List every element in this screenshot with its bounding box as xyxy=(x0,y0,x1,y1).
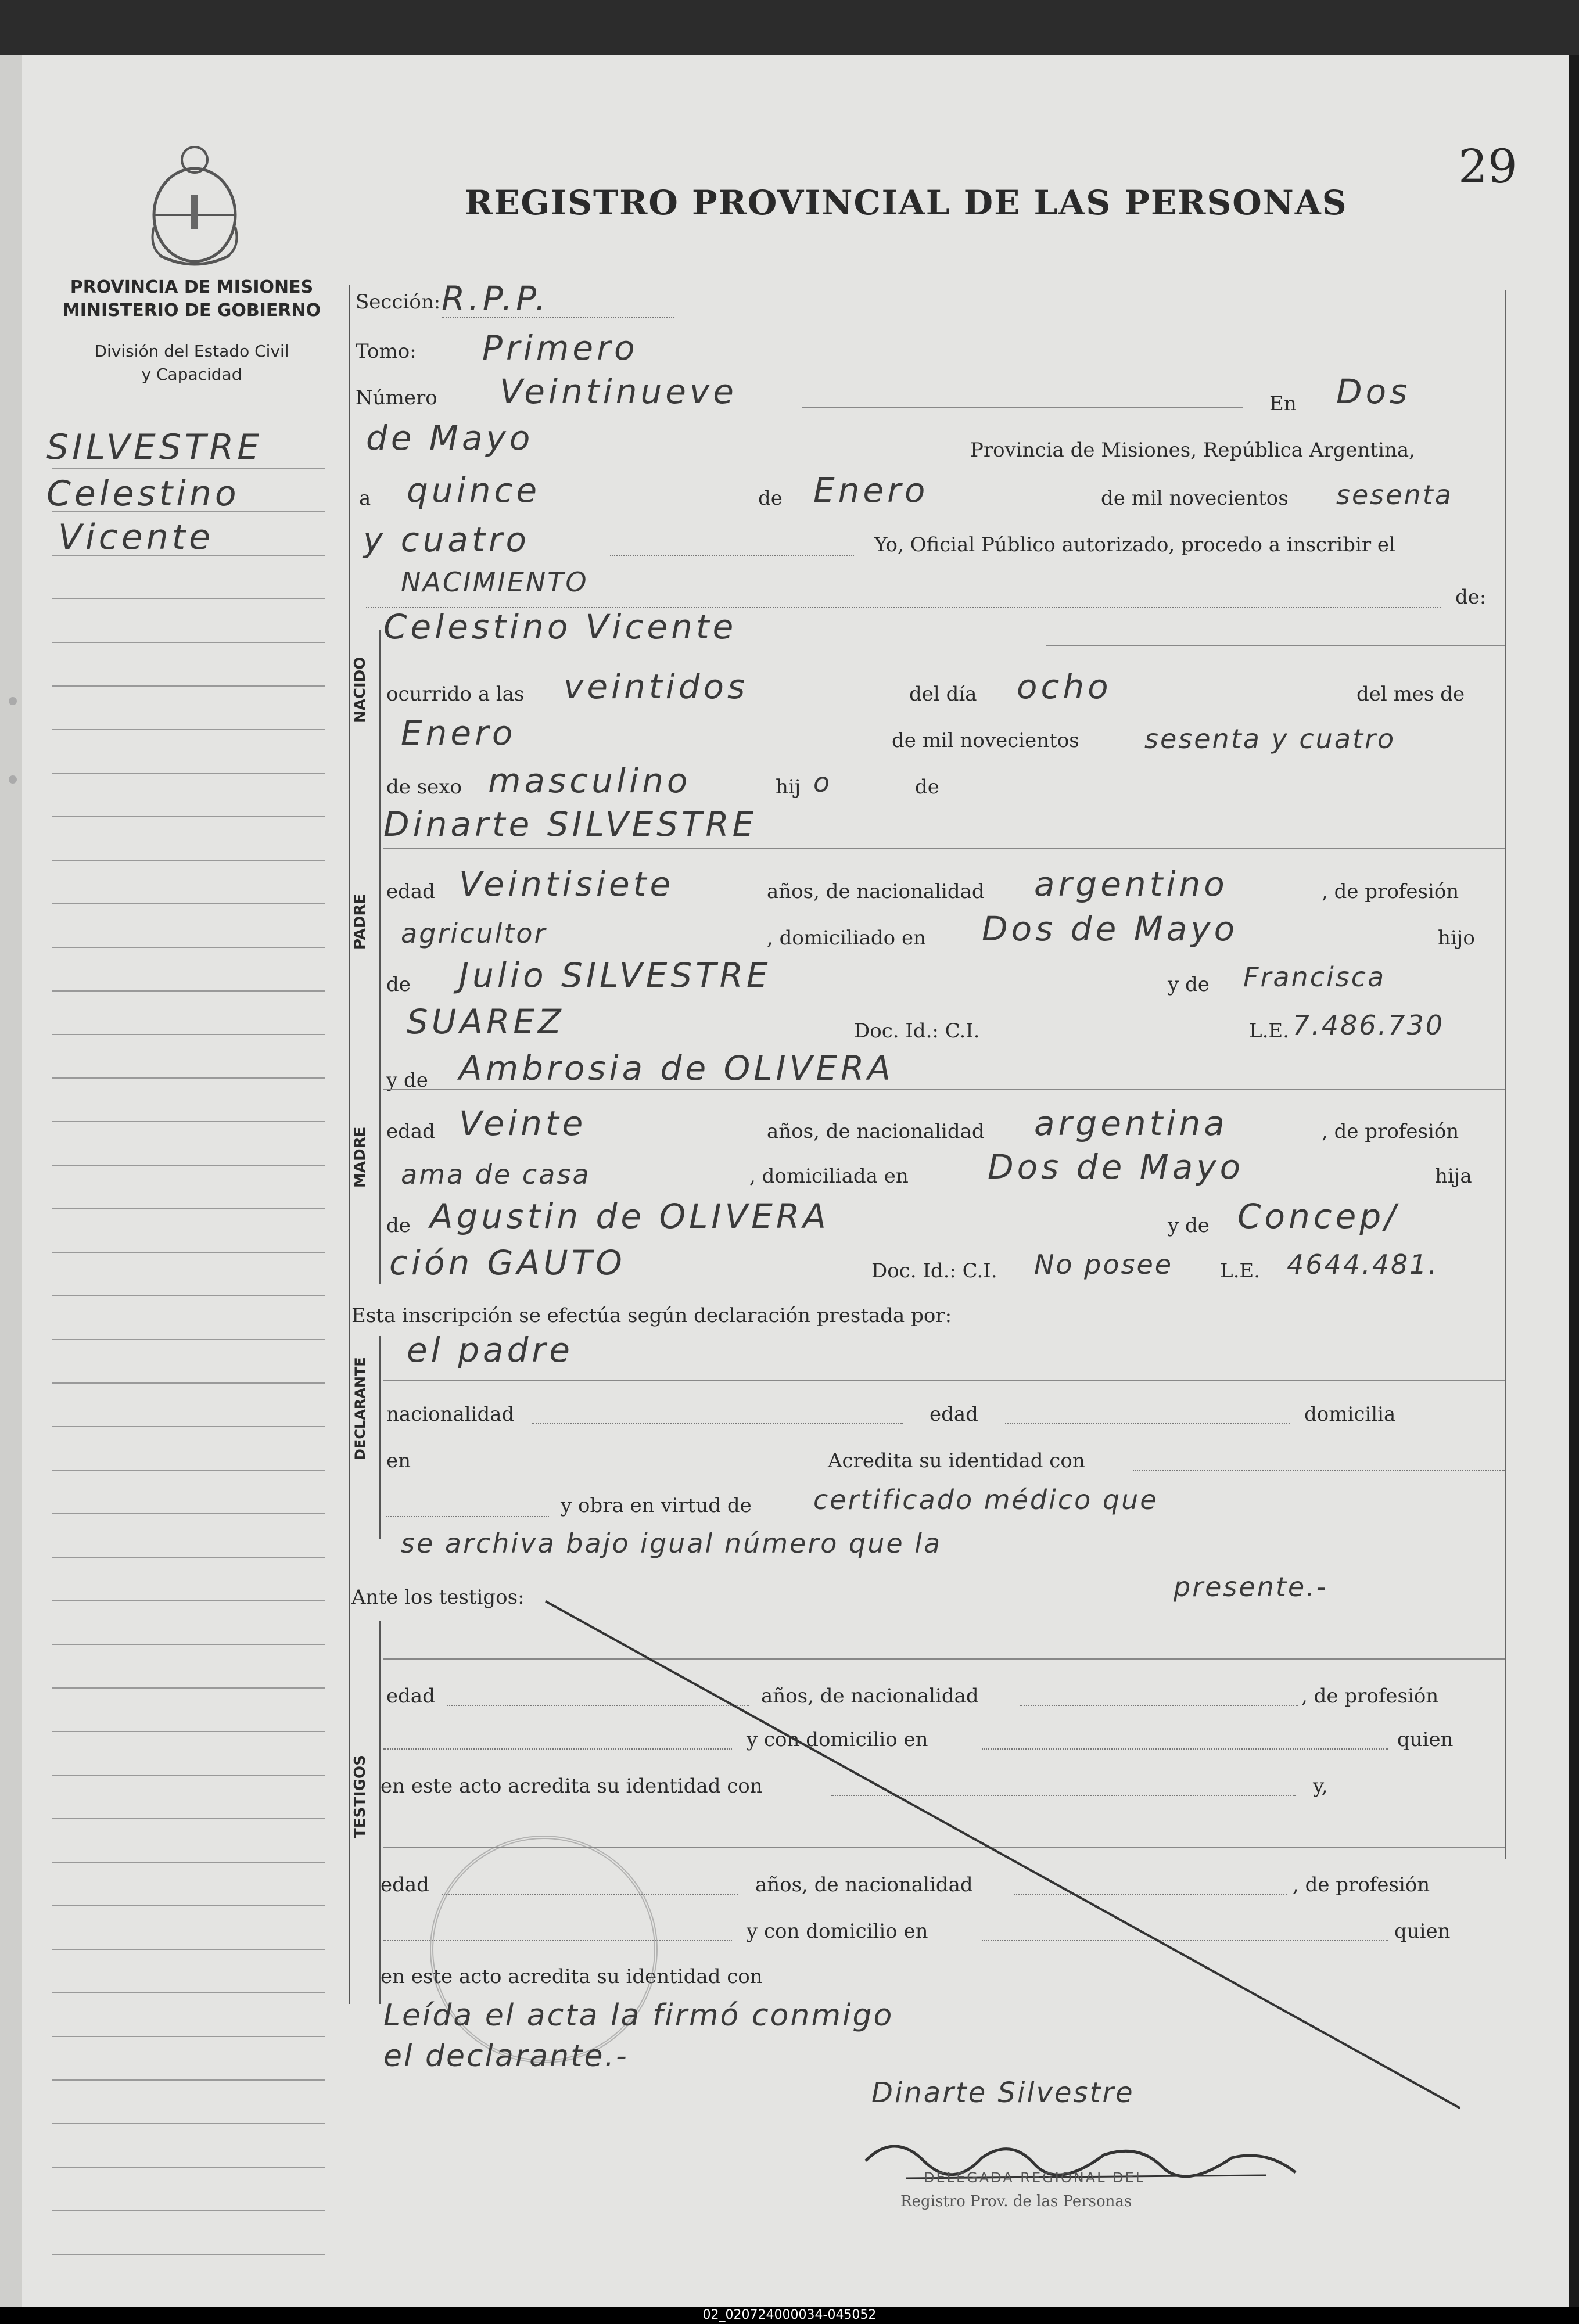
page-binding-edge xyxy=(0,55,22,2309)
birth-year: sesenta y cuatro xyxy=(1144,723,1396,755)
mother-y-de-label: y de xyxy=(386,1069,428,1092)
mother-age: Veinte xyxy=(459,1104,587,1143)
father-nacionalidad-label: años, de nacionalidad xyxy=(767,880,985,903)
margin-note-second-name: Vicente xyxy=(58,517,214,558)
del-dia-label: del día xyxy=(909,683,977,706)
closing-line-2: el declarante.- xyxy=(383,2039,629,2074)
father-profesion-label: , de profesión xyxy=(1322,880,1459,903)
paternal-grandmother-surname: SUAREZ xyxy=(407,1002,565,1041)
father-name-line xyxy=(383,848,1505,849)
padre-section-label xyxy=(351,926,369,950)
declarante-en-label: en xyxy=(386,1449,411,1472)
binding-hole xyxy=(9,775,17,784)
birth-month: Enero xyxy=(401,713,516,753)
sexo-label: de sexo xyxy=(386,775,462,799)
testigo-1-profesion-label: , de profesión xyxy=(1301,1684,1439,1708)
mother-doc-value: No posee xyxy=(1034,1249,1174,1280)
tomo-label: Tomo: xyxy=(356,340,417,363)
father-hijo-label: hijo xyxy=(1438,926,1475,950)
ministry-name: MINISTERIO DE GOBIERNO xyxy=(62,300,321,321)
nacido-section-bar xyxy=(379,630,381,822)
father-doc-label: Doc. Id.: C.I. xyxy=(854,1019,980,1043)
declarante-who: el padre xyxy=(407,1330,573,1370)
testigos-intro: Ante los testigos: xyxy=(351,1586,525,1609)
declarante-obra-value: certificado médico que xyxy=(813,1484,1158,1515)
a-label: a xyxy=(359,487,371,510)
act-type-value: NACIMIENTO xyxy=(401,566,588,598)
scan-top-edge xyxy=(0,0,1579,55)
hijo-suffix: o xyxy=(813,767,832,798)
declarante-intro: Esta inscripción se efectúa según declaración prestada por: xyxy=(351,1304,952,1327)
maternal-grandmother: Concep/ xyxy=(1237,1197,1399,1236)
mother-domicile: Dos de Mayo xyxy=(988,1147,1244,1187)
form-right-border xyxy=(1505,290,1506,1859)
maternal-grandfather: Agustin de OLIVERA xyxy=(430,1197,830,1236)
mother-le-number: 4644.481. xyxy=(1287,1249,1439,1280)
image-id-footer: 02_020724000034-045052 xyxy=(0,2307,1579,2324)
declarante-who-line xyxy=(383,1380,1505,1381)
father-y-de-label: y de xyxy=(1168,973,1210,996)
year-cont-line xyxy=(610,555,854,556)
numero-value: Veintinueve xyxy=(500,372,737,411)
registration-day: quince xyxy=(407,470,541,510)
testigo-1-edad-label: edad xyxy=(386,1684,435,1708)
father-nationality: argentino xyxy=(1034,864,1228,904)
mother-hija-label: hija xyxy=(1435,1165,1472,1188)
paternal-grandmother: Francisca xyxy=(1243,961,1386,993)
seccion-line xyxy=(442,317,674,318)
declarante-nacionalidad-line xyxy=(532,1423,903,1424)
declarante-section-bar xyxy=(379,1336,381,1539)
declarante-obra-continuation-2: presente.- xyxy=(1174,1571,1328,1603)
en-value: Dos xyxy=(1336,372,1411,411)
binding-hole xyxy=(9,697,17,705)
de-label: de xyxy=(758,487,783,510)
testigo-1-name-line xyxy=(383,1658,1505,1660)
declarante-edad-line xyxy=(1005,1423,1290,1424)
registration-month: Enero xyxy=(813,470,929,510)
father-le-number: 7.486.730 xyxy=(1293,1010,1445,1041)
declarante-section-label xyxy=(352,1437,368,1460)
mother-name-line xyxy=(383,1089,1505,1090)
madre-section-label xyxy=(351,1165,369,1188)
testigo-2-nacionalidad-line xyxy=(1014,1894,1287,1895)
testigo-1-pre-domicilio-line xyxy=(383,1748,732,1750)
mother-name: Ambrosia de OLIVERA xyxy=(459,1048,894,1088)
province-name: PROVINCIA DE MISIONES xyxy=(70,277,314,297)
testigo-2-edad-label: edad xyxy=(381,1873,429,1896)
mother-nacionalidad-label: años, de nacionalidad xyxy=(767,1120,985,1143)
father-edad-label: edad xyxy=(386,880,435,903)
en-label: En xyxy=(1269,392,1297,415)
mother-doc-label: Doc. Id.: C.I. xyxy=(871,1259,997,1283)
birth-hour: veintidos xyxy=(564,667,749,706)
year-label: de mil novecientos xyxy=(1101,487,1289,510)
father-age: Veintisiete xyxy=(459,864,674,904)
closing-line-1: Leída el acta la firmó conmigo xyxy=(383,1998,894,2033)
birth-year-label: de mil novecientos xyxy=(892,729,1079,752)
parents-de-label: de xyxy=(915,775,939,799)
page-title: REGISTRO PROVINCIAL DE LAS PERSONAS xyxy=(465,183,1348,222)
maternal-grandmother-surname: ción GAUTO xyxy=(389,1243,626,1283)
stamp-line-2: Registro Prov. de las Personas xyxy=(900,2193,1132,2210)
division-name xyxy=(41,340,343,386)
testigos-section-label xyxy=(351,1815,369,1838)
child-name-line xyxy=(1046,645,1505,646)
testigo-1-nacionalidad-line xyxy=(1020,1705,1298,1706)
declarante-domicilia-label: domicilia xyxy=(1304,1403,1396,1426)
father-domiciliado-label: , domiciliado en xyxy=(767,926,926,950)
provincia-text: Provincia de Misiones, República Argentina, xyxy=(970,439,1415,462)
mother-de-label: de xyxy=(386,1214,411,1237)
mother-le-label: L.E. xyxy=(1220,1259,1261,1283)
tomo-value: Primero xyxy=(482,328,638,368)
page-number: 29 xyxy=(1458,139,1517,193)
margin-note-surname: SILVESTRE xyxy=(46,427,263,468)
sexo-value: masculino xyxy=(488,761,691,800)
mother-domiciliada-label: , domiciliada en xyxy=(749,1165,909,1188)
testigo-1-domicilio-line xyxy=(982,1748,1388,1750)
testigo-1-domicilio-label: y con domicilio en xyxy=(747,1728,928,1751)
declarante-acredita-line xyxy=(1133,1470,1505,1471)
ocurrido-label: ocurrido a las xyxy=(386,683,525,706)
testigo-2-nacionalidad-label: años, de nacionalidad xyxy=(755,1873,973,1896)
mother-y-de-label: y de xyxy=(1168,1214,1210,1237)
stamp-line-1: DELEGADA REGIONAL DEL xyxy=(924,2169,1146,2186)
paternal-grandfather: Julio SILVESTRE xyxy=(459,956,771,995)
declarante-obra-continuation: se archiva bajo igual número que la xyxy=(401,1528,942,1559)
seccion-value: R.P.P. xyxy=(442,279,550,318)
child-name: Celestino Vicente xyxy=(383,607,737,646)
mother-nationality: argentina xyxy=(1034,1104,1228,1143)
numero-line xyxy=(802,407,1243,408)
issuing-authority xyxy=(41,276,343,322)
father-name: Dinarte SILVESTRE xyxy=(383,804,758,844)
padre-section-bar xyxy=(379,816,381,1072)
argentina-coat-of-arms-icon xyxy=(142,139,247,267)
madre-section-bar xyxy=(379,1063,381,1284)
del-mes-label: del mes de xyxy=(1356,683,1465,706)
testigos-section-bar xyxy=(379,1621,381,2004)
father-de-label: de xyxy=(386,973,411,996)
declarante-obra-pre-line xyxy=(386,1516,549,1517)
testigo-2-quien-label: quien xyxy=(1394,1920,1451,1943)
mother-profession: ama de casa xyxy=(401,1159,591,1190)
numero-label: Número xyxy=(356,386,437,410)
mother-profesion-label: , de profesión xyxy=(1322,1120,1459,1143)
testigo-2-domicilio-label: y con domicilio en xyxy=(747,1920,928,1943)
father-profession: agricultor xyxy=(401,918,547,949)
testigo-1-y-label: y, xyxy=(1313,1775,1328,1798)
declarante-edad-label: edad xyxy=(930,1403,978,1426)
declarant-signature: Dinarte Silvestre xyxy=(871,2077,1135,2109)
seccion-label: Sección: xyxy=(356,290,441,314)
division-line-2: y Capacidad xyxy=(141,365,242,384)
de-colon-label: de: xyxy=(1455,586,1487,609)
declarante-obra-label: y obra en virtud de xyxy=(561,1494,752,1517)
father-le-label: L.E. xyxy=(1249,1019,1290,1043)
declarante-acredita-label: Acredita su identidad con xyxy=(828,1449,1085,1472)
nacido-section-label xyxy=(351,700,369,723)
division-line-1: División del Estado Civil xyxy=(94,342,289,361)
registration-year: sesenta xyxy=(1336,479,1453,511)
testigo-1-acredita-line xyxy=(831,1795,1296,1796)
mother-edad-label: edad xyxy=(386,1120,435,1143)
testigo-2-profesion-label: , de profesión xyxy=(1293,1873,1430,1896)
testigo-1-nacionalidad-label: años, de nacionalidad xyxy=(761,1684,979,1708)
registration-year-continuation: y cuatro xyxy=(363,520,530,559)
testigo-2-acredita-label: en este acto acredita su identidad con xyxy=(381,1965,763,1988)
testigo-1-quien-label: quien xyxy=(1397,1728,1454,1751)
testigo-2-domicilio-line xyxy=(982,1940,1388,1941)
father-domicile: Dos de Mayo xyxy=(982,909,1239,949)
birth-day: ocho xyxy=(1017,667,1112,706)
hijo-label: hij xyxy=(776,775,801,799)
testigo-1-acredita-label: en este acto acredita su identidad con xyxy=(381,1775,763,1798)
testigo-1-edad-line xyxy=(447,1705,749,1706)
declarante-nacionalidad-label: nacionalidad xyxy=(386,1403,515,1426)
margin-note-first-name: Celestino xyxy=(46,473,240,514)
place-continuation: de Mayo xyxy=(366,418,534,458)
oficial-text: Yo, Oficial Público autorizado, procedo a inscribir el xyxy=(874,533,1395,556)
